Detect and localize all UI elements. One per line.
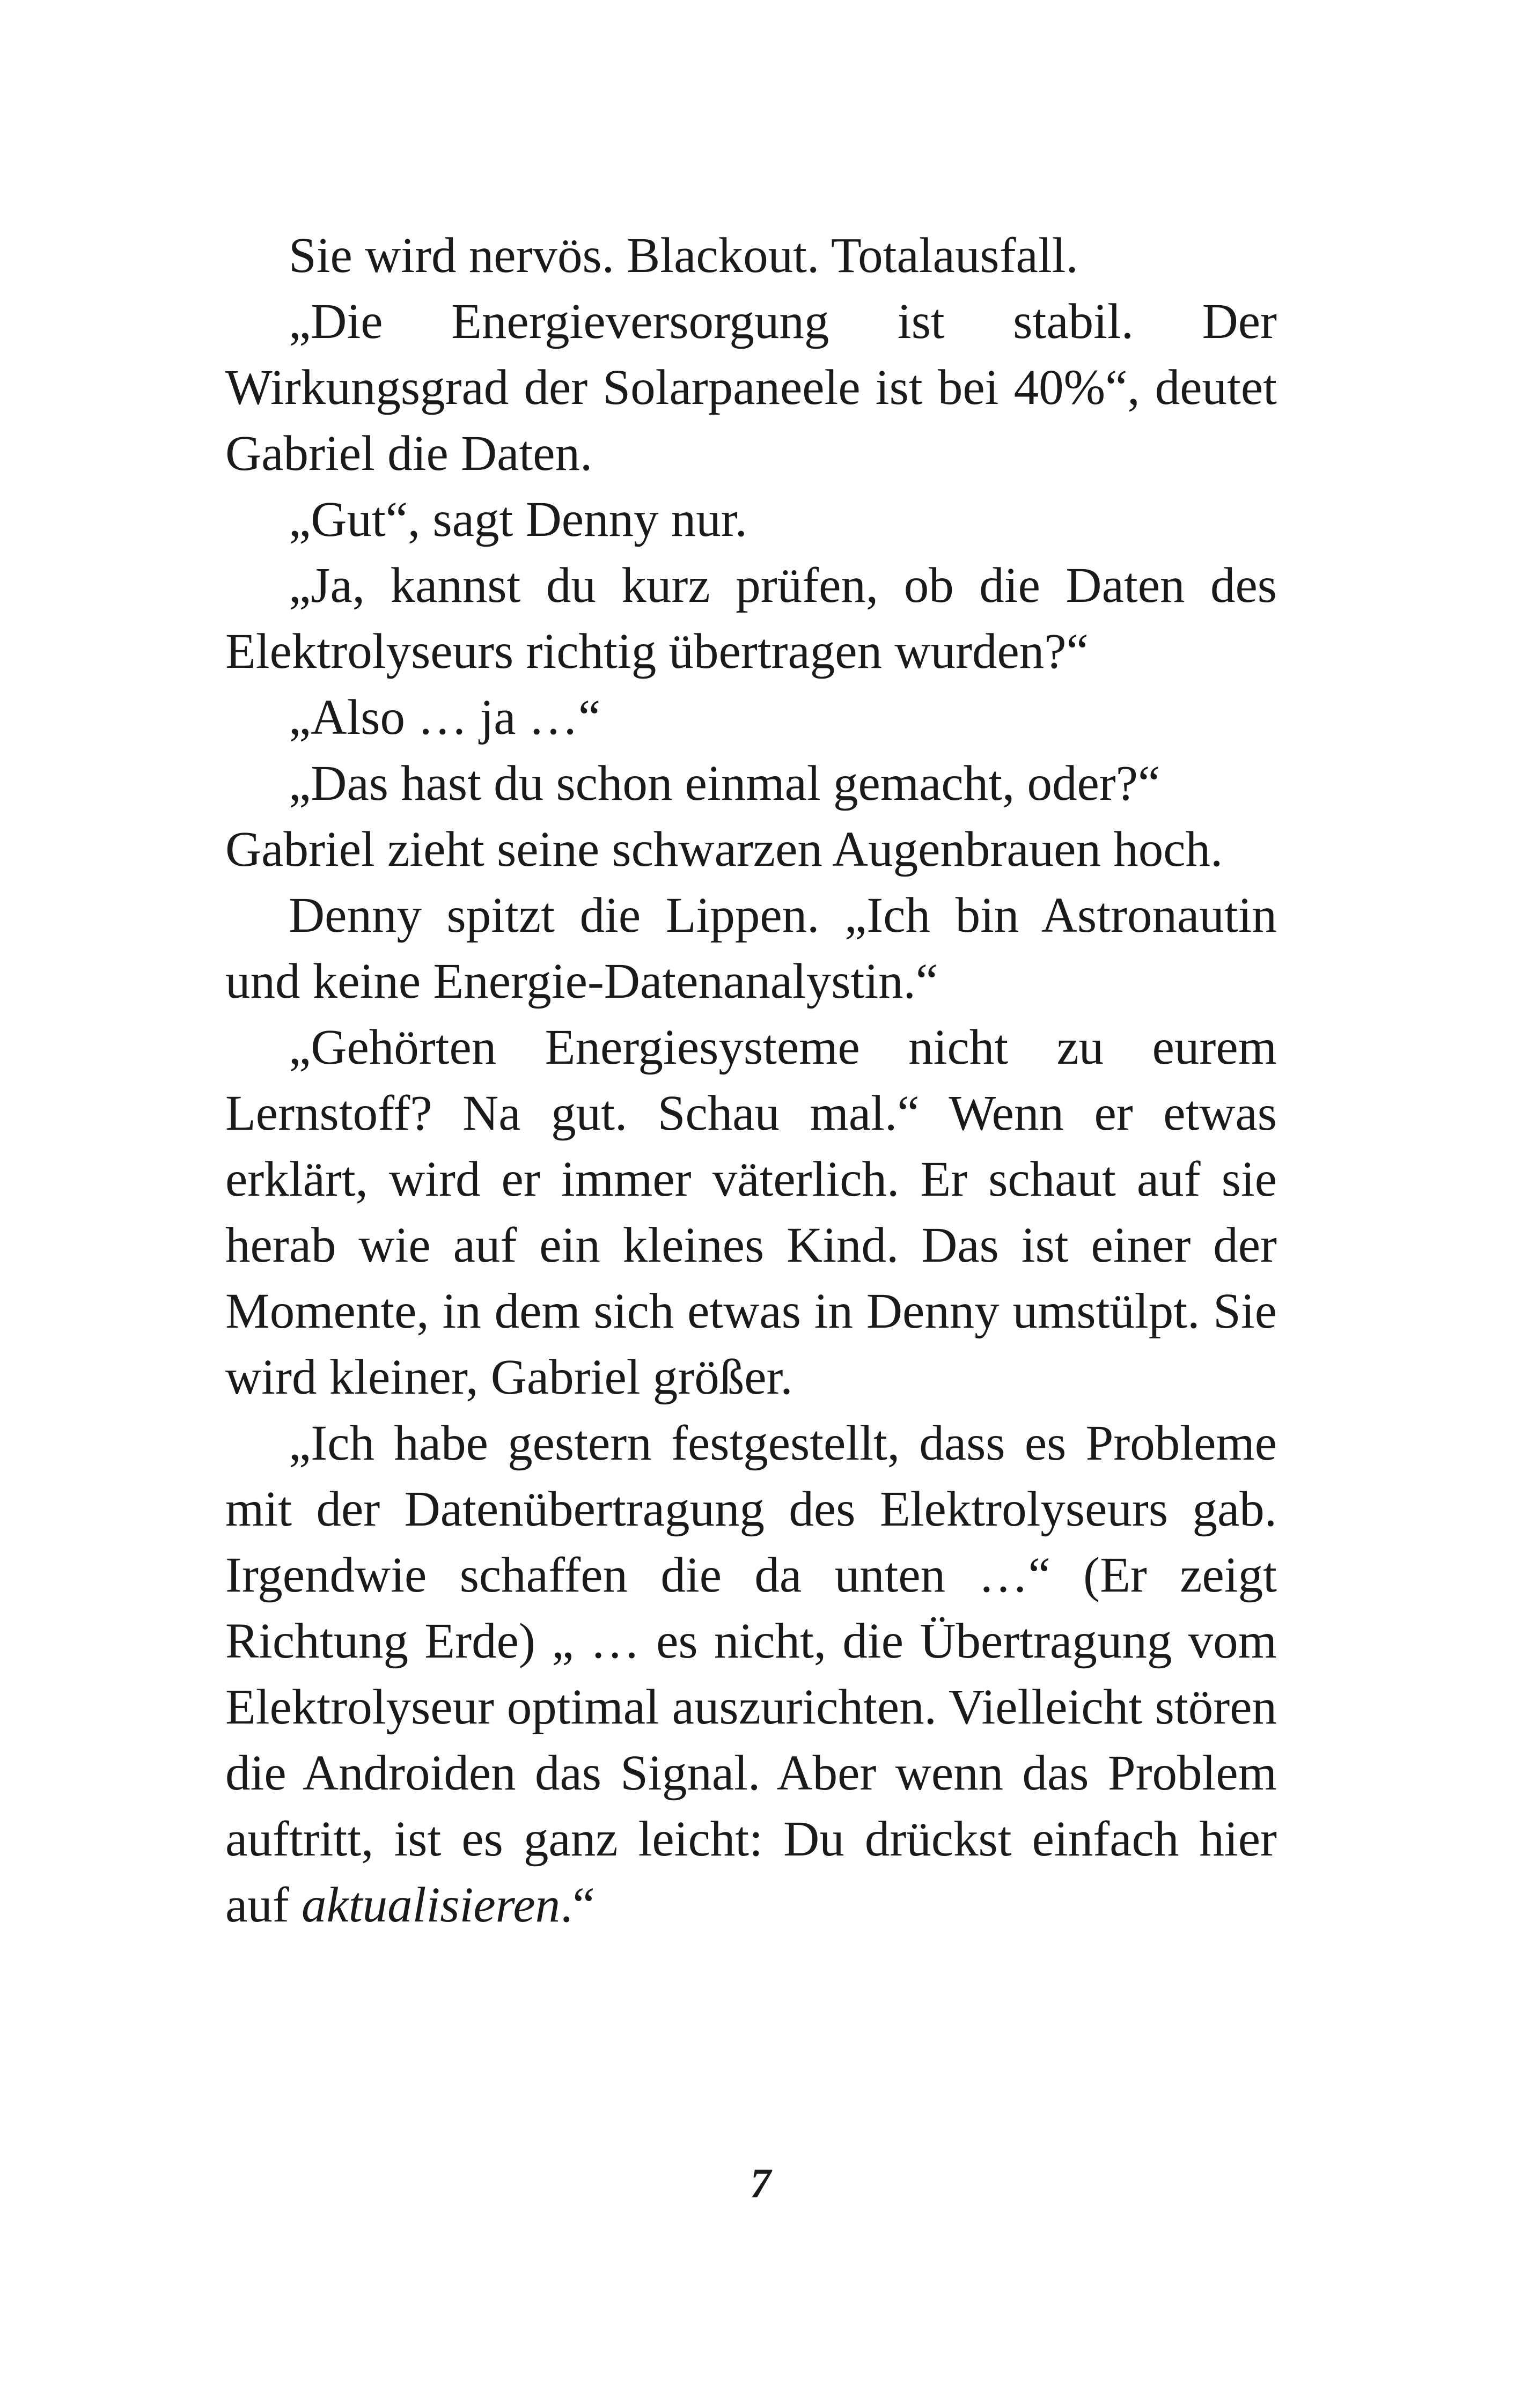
paragraph-6: „Das hast du schon einmal gemacht, oder?“ (289, 756, 1160, 811)
paragraph-8: Denny spitzt die Lippen. „Ich bin Astronautin und keine Energie-Datenanalystin.“ (225, 888, 1277, 1009)
paragraph-3: „Gut“, sagt Denny nur. (289, 492, 747, 547)
paragraph-4: „Ja, kannst du kurz prüfen, ob die Daten des Elektrolyseurs richtig übertragen wurden?“ (225, 558, 1277, 679)
paragraph-9: „Gehörten Energiesysteme nicht zu eurem Lernstoff? Na gut. Schau mal.“ Wenn er etwas erklärt, wird er immer väterlich. Er schaut auf sie herab wie auf ein kleines Kind. Das ist einer der Momente, in dem sich etwas in Denny umstülpt. Sie wird kleiner, Gabriel größer. (225, 1020, 1277, 1405)
paragraph-2: „Die Energieversorgung ist stabil. Der Wirkungsgrad der Solarpaneele ist bei 40%“, deutet Gabriel die Daten. (225, 294, 1277, 481)
italic-word: aktualisieren (302, 1877, 561, 1933)
paragraph-1: Sie wird nervös. Blackout. Totalausfall. (289, 228, 1078, 283)
paragraph-10-end: .“ (560, 1877, 595, 1933)
paragraph-10 (225, 1410, 1277, 1938)
page-body (225, 223, 1277, 1938)
page-number: 7 (750, 2160, 771, 2206)
paragraph-7: Gabriel zieht seine schwarzen Augenbrauen hoch. (225, 822, 1223, 877)
paragraph-10-text: „Ich habe gestern festgestellt, dass es Probleme mit der Datenübertragung des Elektrolyseurs gab. Irgendwie schaffen die da unten …“ (Er zeigt Richtung Erde) „ … es nicht, die Übertragung vom Elektrolyseur optimal auszurichten. Vielleicht stören die Androiden das Signal. Aber wenn das Problem auftritt, ist es ganz leicht: Du drückst einfach hier auf (225, 1416, 1277, 1933)
paragraph-5: „Also … ja …“ (289, 690, 601, 745)
